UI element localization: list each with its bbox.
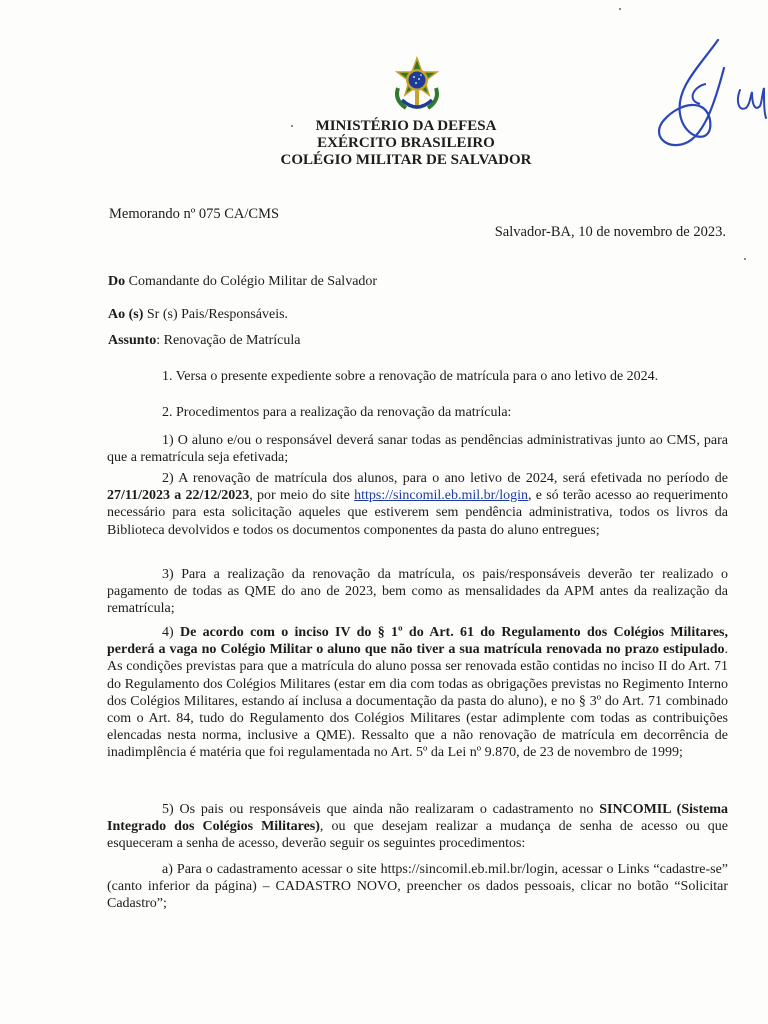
enrollment-period: 27/11/2023 a 22/12/2023 xyxy=(107,488,250,504)
to-label: Ao (s) xyxy=(108,307,144,322)
from-label: Do xyxy=(108,274,126,289)
paragraph-3-text: 1) O aluno e/ou o responsável deverá sanar todas as pendências administrativas junto ao CMS, para que a rematrícula seja efetivada; xyxy=(107,433,728,466)
to-line xyxy=(108,307,288,323)
subject-label: Assunto xyxy=(108,333,157,348)
paragraph-5 xyxy=(107,566,728,618)
paragraph-5-text: 3) Para a realização da renovação da matrícula, os pais/responsáveis deverão ter realizado o pagamento de todas as QME do ano de 2023, bem como as mensalidades da APM antes da realização da rematrícula; xyxy=(107,567,728,617)
header-army: EXÉRCITO BRASILEIRO xyxy=(317,135,495,151)
subject-value: : Renovação de Matrícula xyxy=(156,333,301,348)
subject-line xyxy=(108,333,300,349)
paragraph-2-text: 2. Procedimentos para a realização da renovação da matrícula: xyxy=(162,405,512,420)
paragraph-6-bold: De acordo com o inciso IV do § 1º do Art. 61 do Regulamento dos Colégios Militares, perderá a vaga no Colégio Militar o aluno que não tiver a sua matrícula renovada no prazo estipulado xyxy=(107,625,728,658)
to-value: Sr (s) Pais/Responsáveis. xyxy=(143,307,289,322)
brazil-coat-of-arms-icon xyxy=(388,56,446,116)
paragraph-1-text: 1. Versa o presente expediente sobre a renovação de matrícula para o ano letivo de 2024. xyxy=(162,369,659,384)
sincomil-name: SINCOMIL (Sistema Integrado dos Colégios Militares) xyxy=(107,802,729,835)
scan-speck xyxy=(619,8,621,10)
paragraph-7-text-c: , ou que desejam realizar a mudança de senha de acesso ou que esqueceram a senha de acesso, deverão seguir os seguintes procedimentos: xyxy=(107,819,729,852)
paragraph-6-text-a: 4) xyxy=(162,625,180,640)
paragraph-4-text-d: , e só terão acesso ao requerimento necessário para esta solicitação aqueles que estiverem sem pendência administrativa, todos os livros da Biblioteca devolvidos e todos os documentos componentes da pasta do aluno entregues; xyxy=(107,488,728,538)
paragraph-4-text-c: , por meio do site xyxy=(249,488,355,504)
paragraph-7 xyxy=(107,801,728,853)
scan-speck xyxy=(291,125,293,127)
memo-number: Memorando nº 075 CA/CMS xyxy=(109,206,280,222)
paragraph-7-text-a: 5) Os pais ou responsáveis que ainda não realizaram o cadastramento no xyxy=(162,802,600,817)
paragraph-8 xyxy=(107,861,728,913)
paragraph-4-text-a: 2) A renovação de matrícula dos alunos, para o ano letivo de 2024, será efetivada no período de xyxy=(162,471,728,486)
header-school: COLÉGIO MILITAR DE SALVADOR xyxy=(280,152,532,168)
from-line xyxy=(108,274,377,290)
paragraph-4 xyxy=(107,470,728,539)
scan-speck xyxy=(744,258,746,260)
paragraph-6-text-c: . As condições previstas para que a matrícula do aluno possa ser renovada estão contidas no inciso II do Art. 71 do Regulamento dos Colégios Militares (estar em dia com todas as obrigações previstas no Regimento Interno dos Colégios Militares, estando aí inclusa a documentação da pasta do aluno), e no § 3º do Art. 71 combinado com o Art. 84, tudo do Regulamento dos Colégios Militares (estar adimplente com todas as contribuições elencadas nesta norma, inclusive a QME). Ressalto que a não renovação de matrícula em decorrência de inadimplência é matéria que foi regulamentada no Art. 5º da Lei nº 9.870, de 23 de novembro de 1999; xyxy=(107,642,728,761)
institution-header xyxy=(0,118,768,169)
sincomil-link[interactable]: https://sincomil.eb.mil.br/login xyxy=(354,488,528,504)
place-date: Salvador-BA, 10 de novembro de 2023. xyxy=(494,224,726,240)
paragraph-3 xyxy=(107,432,728,466)
paragraph-8-text: a) Para o cadastramento acessar o site https://sincomil.eb.mil.br/login, acessar o Links “cadastre-se” (canto inferior da página) – CADASTRO NOVO, preencher os dados pessoais, clicar no botão “Solicitar Cadastro”; xyxy=(107,862,728,912)
from-value: Comandante do Colégio Militar de Salvador xyxy=(125,274,378,289)
paragraph-1 xyxy=(107,368,728,385)
paragraph-6 xyxy=(107,624,728,762)
header-ministry: MINISTÉRIO DA DEFESA xyxy=(315,118,497,134)
paragraph-2 xyxy=(107,404,728,421)
